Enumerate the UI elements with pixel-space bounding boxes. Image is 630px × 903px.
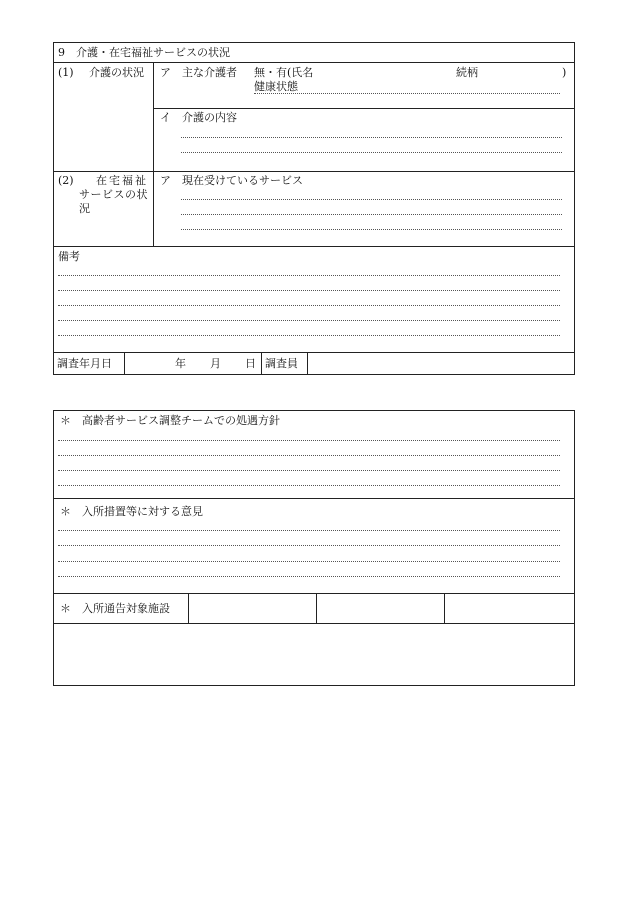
- sub-row-divider: [153, 108, 575, 109]
- caregiver-relation-label: 続柄: [456, 66, 478, 79]
- care-status-label: 介護の状況: [89, 66, 144, 79]
- notification-facility-label: ＊ 入所通告対象施設: [60, 602, 170, 615]
- cell-divider: [444, 593, 445, 623]
- remarks-label: 備考: [58, 250, 80, 263]
- caregiver-presence-name: 無・有(氏名: [254, 66, 314, 79]
- treatment-policy-line: [58, 440, 560, 441]
- care-content-line: [181, 137, 562, 138]
- admission-opinion-label: ＊ 入所措置等に対する意見: [60, 505, 203, 518]
- remarks-line: [58, 290, 560, 291]
- home-welfare-label-line3: 況: [79, 202, 90, 215]
- section-title: 9 介護・在宅福祉サービスの状況: [58, 46, 230, 59]
- blank-notes-area: [54, 624, 574, 685]
- home-welfare-label-line1: 在宅福祉: [96, 174, 148, 187]
- cell-divider: [316, 593, 317, 623]
- current-services-label: ア 現在受けているサービス: [160, 174, 303, 187]
- care-content-label: イ 介護の内容: [160, 111, 237, 124]
- row-divider: [53, 498, 575, 499]
- remarks-line: [58, 335, 560, 336]
- remarks-line: [58, 320, 560, 321]
- remarks-line: [58, 305, 560, 306]
- treatment-policy-line: [58, 485, 560, 486]
- admission-opinion-line: [58, 576, 560, 577]
- current-services-line: [181, 214, 562, 215]
- treatment-policy-line: [58, 470, 560, 471]
- current-services-line: [181, 199, 562, 200]
- cell-divider: [307, 352, 308, 374]
- row-divider: [53, 171, 575, 172]
- admission-opinion-line: [58, 561, 560, 562]
- remarks-line: [58, 275, 560, 276]
- home-welfare-number: (2): [58, 174, 74, 187]
- treatment-policy-line: [58, 455, 560, 456]
- care-status-table: [53, 42, 575, 375]
- survey-date-label: 調査年月日: [57, 357, 112, 370]
- row-divider: [53, 352, 575, 353]
- survey-month-label: 月: [210, 357, 221, 370]
- main-caregiver-label: ア 主な介護者: [160, 66, 237, 79]
- care-status-number: (1): [58, 66, 74, 79]
- admission-opinion-line: [58, 545, 560, 546]
- cell-divider: [261, 352, 262, 374]
- care-content-line: [181, 152, 562, 153]
- home-welfare-label-line2: サービスの状: [79, 188, 148, 201]
- caregiver-close-paren: ): [562, 66, 567, 79]
- survey-day-label: 日: [245, 357, 256, 370]
- cell-divider: [188, 593, 189, 623]
- cell-divider: [124, 352, 125, 374]
- row-divider: [53, 593, 575, 594]
- admission-opinion-line: [58, 530, 560, 531]
- current-services-line: [181, 229, 562, 230]
- treatment-policy-label: ＊ 高齢者サービス調整チームでの処遇方針: [60, 414, 280, 427]
- health-status-line: [254, 93, 560, 94]
- row-divider: [53, 246, 575, 247]
- survey-year-label: 年: [175, 357, 186, 370]
- label-column-divider: [153, 62, 154, 246]
- caregiver-health-label: 健康状態: [254, 80, 298, 93]
- surveyor-label: 調査員: [265, 357, 298, 370]
- row-divider: [53, 62, 575, 63]
